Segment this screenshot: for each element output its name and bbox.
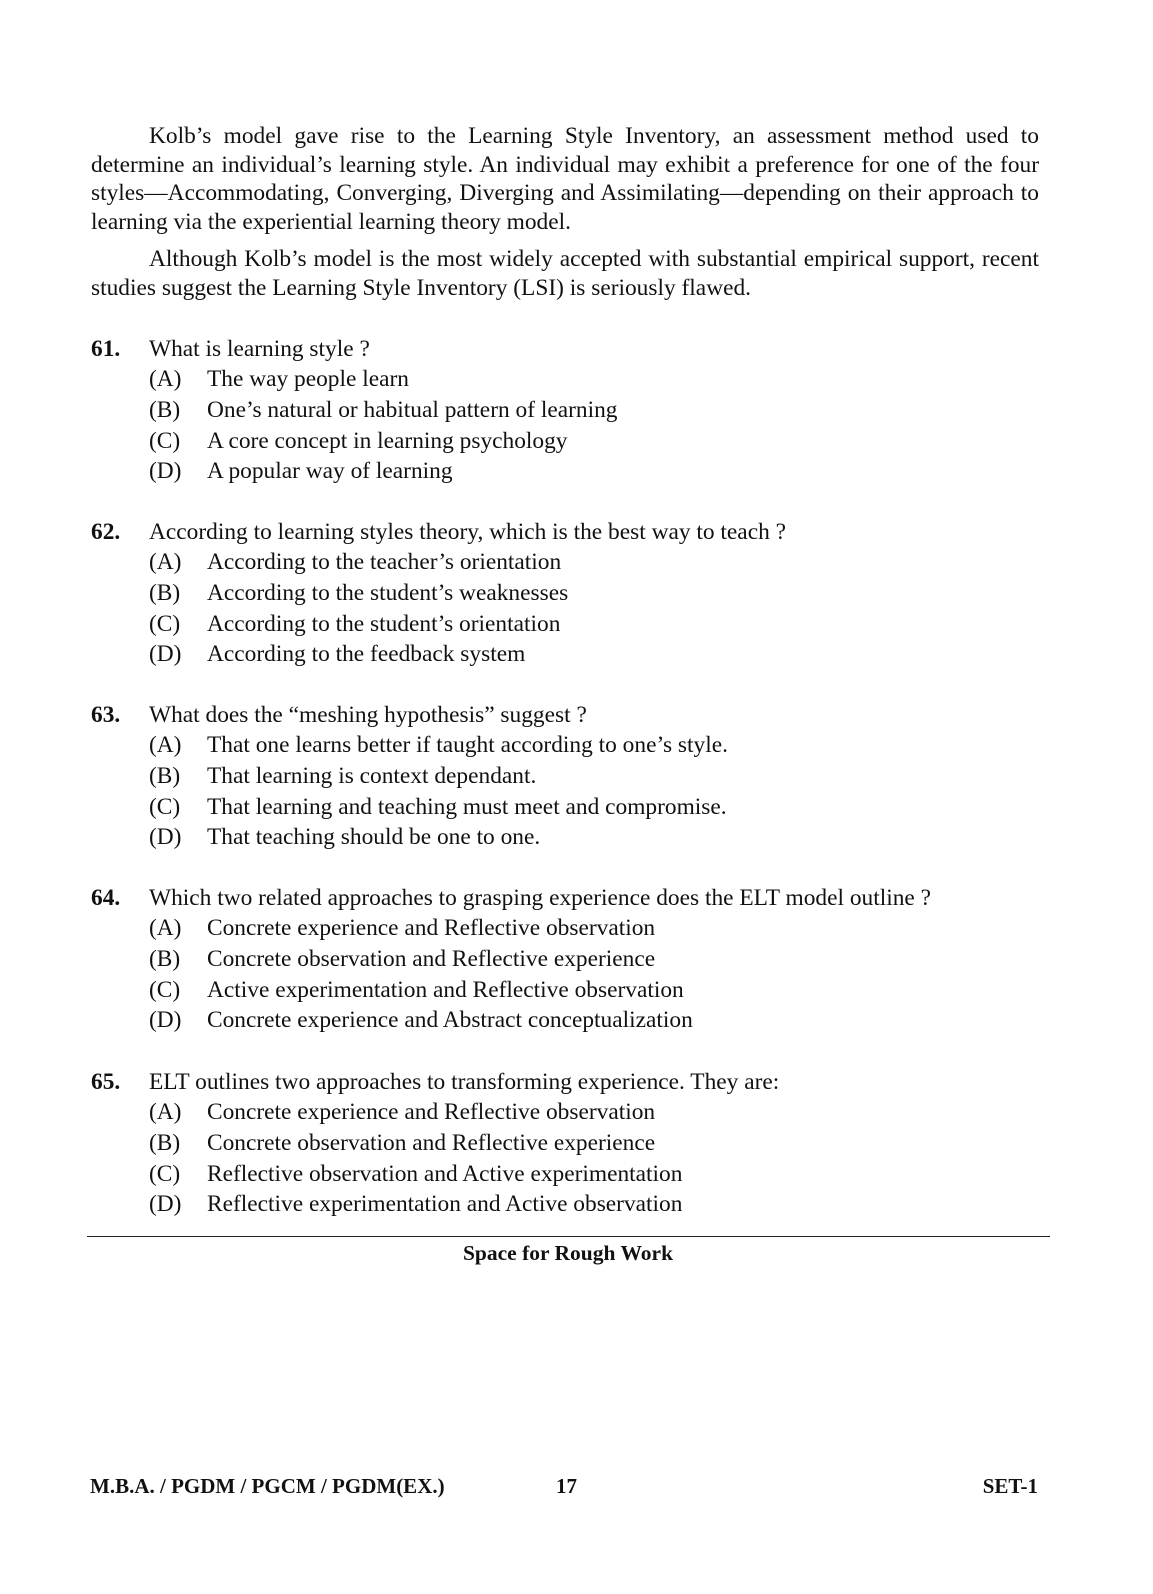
footer-set: SET-1 [982,1474,1038,1498]
question-text: ELT outlines two approaches to transforming experience. They are: [149,1069,780,1095]
option-text: Concrete experience and Abstract conceptualization [207,1007,693,1034]
question-text: What does the “meshing hypothesis” suggest ? [149,702,587,728]
option-label: (C) [149,610,181,637]
option-label: (D) [149,458,182,485]
option-label: (B) [149,945,181,972]
question-number: 61. [91,336,121,362]
option-label: (A) [149,732,182,759]
option-text: According to the student’s weaknesses [207,579,569,606]
option-text: According to the feedback system [207,641,526,668]
option-text: Concrete observation and Reflective experience [207,1129,656,1156]
option-label: (B) [149,762,181,789]
option-label: (C) [149,1160,181,1187]
option-text: That learning is context dependant. [207,762,537,789]
question-number: 64. [91,885,121,911]
option-label: (A) [149,549,182,576]
option-text: That teaching should be one to one. [207,824,541,851]
option-text: That one learns better if taught according to one’s style. [207,732,728,759]
passage-paragraph-2: Although Kolb’s model is the most widely accepted with substantial empirical support, recent studies suggest the Learning Style Inventory (LSI) is seriously flawed. [91,246,1039,301]
option-label: (A) [149,1099,182,1126]
passage-paragraph-1: Kolb’s model gave rise to the Learning Style Inventory, an assessment method used to determine an individual’s learning style. An individual may exhibit a preference for one of the four styles—Accommodating, Converging, Diverging and Assimilating—depending on their approach to learning via the experiential learning theory model. [91,123,1039,235]
option-text: That learning and teaching must meet and compromise. [207,793,727,820]
divider [87,1236,1050,1237]
option-text: Reflective experimentation and Active observation [207,1191,683,1218]
option-text: A popular way of learning [207,458,453,485]
option-text: Concrete experience and Reflective observation [207,1099,656,1126]
question-text: Which two related approaches to grasping experience does the ELT model outline ? [149,885,932,911]
option-label: (B) [149,579,181,606]
question-number: 65. [91,1069,121,1095]
option-text: Reflective observation and Active experimentation [207,1160,683,1187]
option-label: (C) [149,427,181,454]
footer-course: M.B.A. / PGDM / PGCM / PGDM(EX.) [90,1474,445,1498]
question-number: 63. [91,702,121,728]
option-text: According to the teacher’s orientation [207,549,562,576]
footer-page-number: 17 [556,1474,577,1498]
question-text: What is learning style ? [149,336,370,362]
option-text: The way people learn [207,366,409,393]
question-number: 62. [91,519,121,545]
option-text: One’s natural or habitual pattern of learning [207,396,618,423]
option-text: Active experimentation and Reflective observation [207,976,684,1003]
option-label: (B) [149,396,181,423]
option-label: (B) [149,1129,181,1156]
rough-work-heading: Space for Rough Work [462,1241,674,1265]
question-text: According to learning styles theory, which is the best way to teach ? [149,519,786,545]
option-label: (A) [149,915,182,942]
option-label: (A) [149,366,182,393]
option-label: (D) [149,1007,182,1034]
option-label: (C) [149,976,181,1003]
option-label: (D) [149,1191,182,1218]
option-text: A core concept in learning psychology [207,427,568,454]
option-label: (D) [149,824,182,851]
option-label: (D) [149,641,182,668]
option-text: Concrete observation and Reflective experience [207,945,656,972]
option-text: According to the student’s orientation [207,610,561,637]
option-label: (C) [149,793,181,820]
option-text: Concrete experience and Reflective observation [207,915,656,942]
